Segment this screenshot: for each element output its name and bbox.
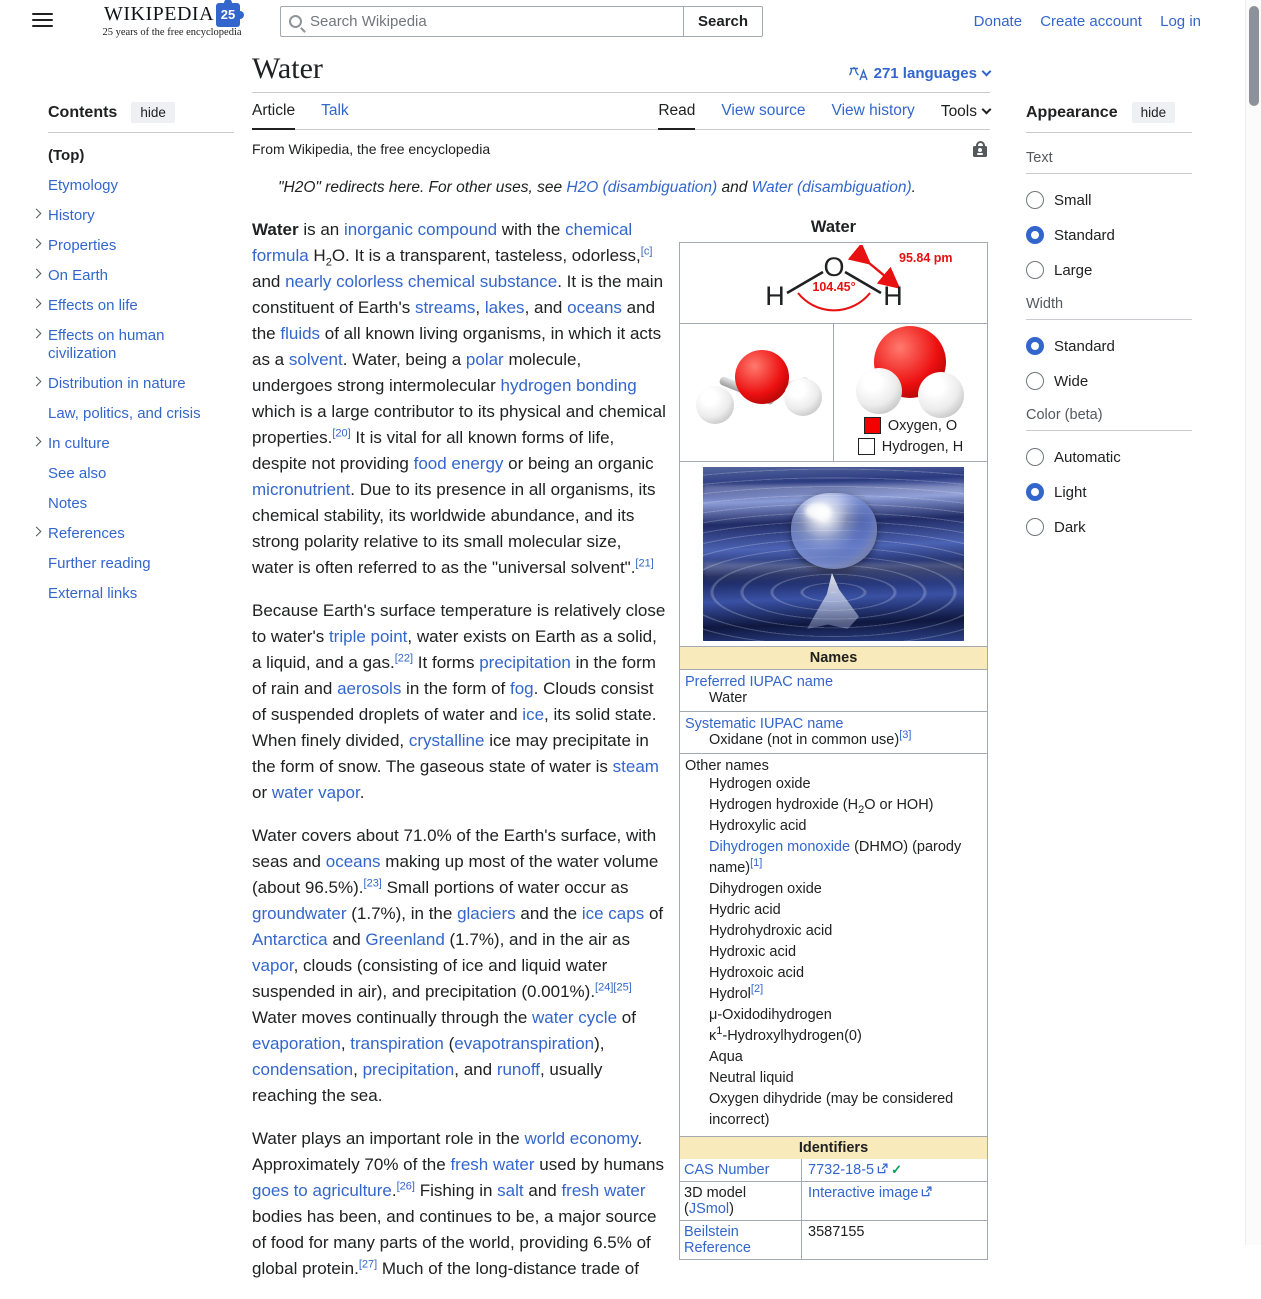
- article-link[interactable]: fog: [510, 679, 534, 698]
- toc-divider: [48, 132, 234, 133]
- article-link[interactable]: condensation: [252, 1060, 354, 1079]
- table-of-contents: [48, 102, 234, 609]
- toc-item-label[interactable]: Distribution in nature: [48, 375, 186, 392]
- toc-item[interactable]: [48, 231, 234, 261]
- expand-chevron-icon[interactable]: [32, 269, 42, 279]
- reference-link[interactable]: [27]: [358, 1258, 378, 1271]
- appearance-panel: [1026, 102, 1192, 536]
- ball-and-stick-model-image[interactable]: [680, 324, 834, 461]
- other-name-item: μ-Oxidodihydrogen: [709, 1007, 832, 1023]
- wikipedia-logo[interactable]: [97, 3, 247, 38]
- appearance-section-label: Text: [1026, 150, 1053, 166]
- article-link[interactable]: polar: [465, 350, 504, 369]
- radio-option-label: Standard: [1054, 337, 1115, 355]
- expand-chevron-icon[interactable]: [32, 329, 42, 339]
- article-link[interactable]: water cycle: [532, 1008, 618, 1027]
- bond-length-label: 95.84 pm: [899, 251, 953, 265]
- radio-selected-icon[interactable]: [1026, 226, 1044, 244]
- article-paragraph: Water plays an important role in the world economy. Approximately 70% of the fresh water used by humans goes to agriculture.[26] Fishing in salt and fresh water bodies has been, and continues to be, a major source of food for many parts of the world, providing 6.5% of global protein.[27] Much of the long-distance trade of: [252, 1129, 665, 1278]
- anniversary-puzzle-badge: 25: [216, 3, 240, 27]
- article-link[interactable]: Interactive image: [808, 1185, 919, 1201]
- bond-angle-label: 104.45°: [812, 280, 856, 294]
- systematic-iupac-name-link[interactable]: Systematic IUPAC name: [685, 716, 844, 732]
- languages-label: 271 languages: [873, 65, 977, 82]
- external-link-icon: [921, 1186, 932, 1197]
- radio-option-label: Dark: [1054, 518, 1086, 536]
- expand-chevron-icon[interactable]: [32, 377, 42, 387]
- tab-tools[interactable]: Tools: [941, 93, 990, 129]
- toc-item[interactable]: [48, 171, 234, 201]
- structural-formula-image[interactable]: [680, 243, 987, 323]
- hydrogen-legend-label: Hydrogen, H: [881, 438, 964, 455]
- toc-item[interactable]: [48, 321, 234, 369]
- wikipedia-wordmark: WIKIPEDIA: [103, 3, 215, 25]
- other-name-item: Hydroxic acid: [709, 944, 797, 960]
- toc-item-label[interactable]: Etymology: [48, 177, 119, 194]
- article-link[interactable]: ice caps: [581, 904, 645, 923]
- search-icon: [289, 15, 302, 28]
- toc-item-label[interactable]: Notes: [48, 495, 88, 512]
- preferred-iupac-name-link[interactable]: Preferred IUPAC name: [685, 674, 834, 690]
- atom-h-left-label: H: [765, 281, 785, 311]
- article-paragraph: Water covers about 71.0% of the Earth's surface, with seas and oceans making up most of the water volume (about 96.5%).[23] Small portions of water occur as groundwater (1.7%), in the glaciers and the ice caps of Antarctica and Greenland (1.7%), and in the air as vapor, clouds (consisting of ice and liquid water suspended in air), and precipitation (0.001%).[24][25] Water moves continually through the water cycle of evaporation, transpiration (evapotranspiration), condensation, precipitation, and runoff, usually reaching the sea.: [252, 826, 664, 1105]
- identifier-row: [680, 1159, 987, 1181]
- toc-item-label[interactable]: Effects on human civilization: [48, 327, 165, 362]
- article-link[interactable]: fresh water: [450, 1155, 535, 1174]
- space-filling-model-image[interactable]: [834, 324, 987, 461]
- article-link[interactable]: evapotranspiration: [454, 1034, 595, 1053]
- water-droplet-photo[interactable]: [703, 467, 964, 641]
- create-account-link[interactable]: Create account: [1040, 13, 1142, 30]
- toc-item[interactable]: [48, 201, 234, 231]
- radio-option-automatic[interactable]: [1026, 448, 1192, 466]
- tab-read[interactable]: Read: [658, 93, 695, 130]
- reference-link[interactable]: [22]: [394, 652, 414, 665]
- article-paragraph: Because Earth's surface temperature is relatively close to water's triple point, water exists on Earth as a solid, a liquid, and a gas.[22] It forms precipitation in the form of rain and aerosols in the form of fog. Clouds consist of suspended droplets of water and ice, its solid state. When finely divided, crystalline ice may precipitate in the form of snow. The gaseous state of water is steam or water vapor.: [252, 601, 666, 802]
- radio-option-label: Wide: [1054, 372, 1089, 390]
- article-link[interactable]: 7732-18-5: [808, 1162, 875, 1178]
- article-link[interactable]: solvent: [288, 350, 343, 369]
- article-subtitle: From Wikipedia, the free encyclopedia: [252, 141, 491, 157]
- other-name-item: Hydrol[2]: [709, 983, 764, 1002]
- page-scrollbar[interactable]: [1245, 0, 1261, 1245]
- login-link[interactable]: Log in: [1160, 13, 1201, 30]
- toc-item[interactable]: [48, 261, 234, 291]
- tab-talk[interactable]: Talk: [321, 102, 349, 119]
- logo-tagline: 25 years of the free encyclopedia: [102, 27, 242, 38]
- radio-option-dark[interactable]: [1026, 518, 1192, 536]
- appearance-hide-button[interactable]: hide: [1132, 102, 1176, 123]
- toc-item-label[interactable]: References: [48, 525, 125, 542]
- other-name-item: Hydroxoic acid: [709, 965, 805, 981]
- article-link[interactable]: precipitation: [362, 1060, 455, 1079]
- article-link[interactable]: triple point: [328, 627, 408, 646]
- radio-option-label: Automatic: [1054, 448, 1121, 466]
- atom-o-label: O: [823, 252, 845, 282]
- infobox-title: Water: [810, 218, 857, 236]
- article-link[interactable]: goes to agriculture: [252, 1181, 392, 1200]
- identifier-value: 3587155: [808, 1224, 865, 1240]
- toc-item[interactable]: [48, 291, 234, 321]
- radio-option-label: Standard: [1054, 226, 1115, 244]
- article-link[interactable]: groundwater: [252, 904, 347, 923]
- appearance-section-label: Width: [1026, 296, 1064, 312]
- chevron-down-icon: [982, 67, 992, 77]
- reference-link[interactable]: [c]: [640, 245, 653, 258]
- other-name-item: Hydrohydroxic acid: [709, 923, 833, 939]
- radio-selected-icon[interactable]: [1026, 337, 1044, 355]
- radio-option-standard[interactable]: [1026, 337, 1192, 355]
- toc-item-label[interactable]: On Earth: [48, 267, 109, 284]
- toc-item-label[interactable]: See also: [48, 465, 107, 482]
- radio-unselected-icon[interactable]: [1026, 372, 1044, 390]
- article-link[interactable]: chemical formula: [252, 220, 633, 265]
- reference-link[interactable]: [3]: [899, 729, 912, 742]
- article-link[interactable]: crystalline: [408, 731, 485, 750]
- other-name-item: Hydroxylic acid: [709, 818, 807, 834]
- article-link[interactable]: oceans: [567, 298, 622, 317]
- article-link[interactable]: inorganic compound: [343, 220, 498, 239]
- search-button[interactable]: Search: [683, 6, 763, 37]
- article-link[interactable]: JSmol: [688, 1201, 730, 1217]
- other-name-item: Dihydrogen oxide: [709, 881, 822, 897]
- radio-unselected-icon[interactable]: [1026, 518, 1044, 536]
- article-link[interactable]: streams: [414, 298, 476, 317]
- toc-item[interactable]: [48, 429, 234, 459]
- identifier-label: 3D model (JSmol): [680, 1182, 802, 1220]
- toc-hide-button[interactable]: hide: [131, 102, 175, 123]
- article-link[interactable]: runoff: [496, 1060, 540, 1079]
- article-link[interactable]: hydrogen bonding: [500, 376, 637, 395]
- radio-unselected-icon[interactable]: [1026, 448, 1044, 466]
- names-section-header: Names: [680, 646, 987, 669]
- oxygen-swatch: [864, 417, 881, 434]
- section-divider: [1026, 319, 1192, 320]
- article-link[interactable]: aerosols: [337, 679, 402, 698]
- article-link[interactable]: Water (disambiguation): [751, 179, 912, 196]
- other-name-item: Hydrogen oxide: [709, 776, 811, 792]
- radio-option-wide[interactable]: [1026, 372, 1192, 390]
- other-name-item: Aqua: [709, 1049, 743, 1065]
- toc-item[interactable]: [48, 399, 234, 429]
- verified-check-icon: ✓: [891, 1162, 903, 1177]
- identifiers-section-header: Identifiers: [680, 1136, 987, 1159]
- search-input[interactable]: [310, 13, 670, 30]
- article-link[interactable]: glaciers: [457, 904, 516, 923]
- other-name-item: Oxygen dihydride (may be considered incorrect): [709, 1091, 954, 1128]
- toc-item[interactable]: [48, 459, 234, 489]
- article-link[interactable]: CAS Number: [684, 1162, 770, 1178]
- other-name-item: Hydrogen hydroxide ($H_2O$ or HOH): [709, 797, 934, 816]
- toc-item[interactable]: [48, 519, 234, 549]
- article-container: [252, 50, 990, 1299]
- toc-title: Contents: [48, 103, 118, 121]
- main-menu-icon[interactable]: [32, 13, 53, 28]
- radio-option-large[interactable]: [1026, 261, 1192, 279]
- other-name-item: Neutral liquid: [709, 1070, 794, 1086]
- article-link[interactable]: fresh water: [561, 1181, 646, 1200]
- article-link[interactable]: ice: [522, 705, 545, 724]
- toc-item-label[interactable]: (Top): [48, 147, 85, 164]
- language-icon: [849, 66, 868, 81]
- article-link[interactable]: H2O (disambiguation): [566, 179, 718, 196]
- article-link[interactable]: steam: [612, 757, 659, 776]
- radio-selected-icon[interactable]: [1026, 483, 1044, 501]
- atom-h-right-label: H: [883, 281, 903, 311]
- radio-option-label: Light: [1054, 483, 1087, 501]
- toc-item-label[interactable]: History: [48, 207, 95, 224]
- toc-item-label[interactable]: External links: [48, 585, 138, 602]
- reference-link[interactable]: [21]: [635, 557, 654, 570]
- tab-view-history[interactable]: View history: [831, 102, 915, 119]
- toc-item[interactable]: [48, 369, 234, 399]
- page-title: Water: [252, 52, 323, 85]
- identifier-value: [802, 1182, 938, 1220]
- other-name-item: Hydric acid: [709, 902, 781, 918]
- search-bar: [280, 6, 763, 37]
- article-link[interactable]: micronutrient: [252, 480, 351, 499]
- section-divider: [1026, 430, 1192, 431]
- reference-link[interactable]: [26]: [396, 1180, 415, 1193]
- article-link[interactable]: nearly colorless chemical substance: [285, 272, 558, 291]
- preferred-iupac-name-value: Water: [709, 690, 748, 706]
- appearance-section-label: Color (beta): [1026, 407, 1103, 423]
- toc-item-label[interactable]: In culture: [48, 435, 110, 452]
- reference-link[interactable]: [1]: [750, 857, 763, 870]
- toc-list: [48, 141, 234, 609]
- page-protection-lock-icon[interactable]: [973, 141, 987, 157]
- identifier-label: [680, 1221, 802, 1259]
- identifier-row: [680, 1220, 987, 1259]
- article-link[interactable]: salt: [497, 1181, 524, 1200]
- identifier-row: [680, 1181, 987, 1220]
- search-input-wrap: [280, 6, 683, 37]
- radio-option-light[interactable]: [1026, 483, 1192, 501]
- toc-item[interactable]: [48, 141, 234, 171]
- radio-option-small[interactable]: [1026, 191, 1192, 209]
- radio-option-label: Large: [1054, 261, 1093, 279]
- model-legend: [834, 413, 987, 455]
- expand-chevron-icon[interactable]: [32, 209, 42, 219]
- other-names-label: Other names: [685, 758, 769, 774]
- header-links: [960, 13, 1201, 30]
- tab-article[interactable]: Article: [252, 93, 295, 130]
- article-link[interactable]: transpiration: [350, 1034, 444, 1053]
- article-link[interactable]: Dihydrogen monoxide: [709, 839, 851, 855]
- article-link[interactable]: evaporation: [252, 1034, 341, 1053]
- toc-item[interactable]: [48, 489, 234, 519]
- article-link[interactable]: food energy: [413, 454, 504, 473]
- top-header: [0, 0, 1261, 50]
- reference-link[interactable]: [24]: [595, 981, 614, 994]
- article-link[interactable]: lakes: [484, 298, 525, 317]
- radio-unselected-icon[interactable]: [1026, 191, 1044, 209]
- article-link[interactable]: Greenland: [365, 930, 445, 949]
- appearance-divider: [1026, 132, 1192, 133]
- article-link[interactable]: Antarctica: [252, 930, 328, 949]
- toc-item-label[interactable]: Further reading: [48, 555, 151, 572]
- article-paragraph: Water is an inorganic compound with the chemical formula $H_2O$. It is a transparent, tasteless, odorless,[c] and nearly colorless chemical substance. It is the main constituent of Earth's streams, lakes, and oceans and the fluids of all known living organisms, in which it acts as a solvent. Water, being a polar molecule, undergoes strong intermolecular hydrogen bonding which is a large contributor to its physical and chemical properties.[20] It is vital for all known forms of life, despite not providing food energy or being an organic micronutrient. Due to its presence in all organisms, its chemical stability, its worldwide abundance, and its strong polarity relative to its small molecular size, water is often referred to as the "universal solvent".[21]: [252, 220, 666, 577]
- radio-option-standard[interactable]: [1026, 226, 1192, 244]
- radio-option-label: Small: [1054, 191, 1092, 209]
- systematic-iupac-name-value: Oxidane (not in common use)[3]: [709, 729, 912, 748]
- expand-chevron-icon[interactable]: [32, 239, 42, 249]
- languages-button[interactable]: [849, 65, 990, 88]
- chembox-infobox: [679, 218, 988, 1260]
- radio-unselected-icon[interactable]: [1026, 261, 1044, 279]
- toc-item[interactable]: [48, 579, 234, 609]
- toc-item-label[interactable]: Properties: [48, 237, 117, 254]
- article-link[interactable]: oceans: [325, 852, 381, 871]
- oxygen-legend-label: Oxygen, O: [887, 417, 958, 434]
- other-names-list: [685, 774, 982, 1131]
- article-link[interactable]: Beilstein Reference: [684, 1224, 751, 1256]
- article-tabs: [252, 93, 990, 130]
- external-link-icon: [877, 1163, 888, 1174]
- article-link[interactable]: vapor: [252, 956, 294, 975]
- chevron-down-icon: [982, 105, 992, 115]
- toc-item-label[interactable]: Law, politics, and crisis: [48, 405, 201, 422]
- article-link[interactable]: fluids: [280, 324, 321, 343]
- article-link[interactable]: world economy: [524, 1129, 638, 1148]
- identifier-value: [802, 1159, 908, 1181]
- expand-chevron-icon[interactable]: [32, 437, 42, 447]
- reference-link[interactable]: [20]: [332, 427, 351, 440]
- hydrogen-swatch: [858, 438, 875, 455]
- appearance-sections: [1026, 150, 1192, 536]
- article-link[interactable]: precipitation: [479, 653, 571, 672]
- identifier-label: [680, 1159, 802, 1181]
- identifiers-rows: [680, 1159, 987, 1259]
- other-name-item: Dihydrogen monoxide (DHMO) (parody name)[1]: [709, 839, 962, 876]
- article-body: [252, 217, 666, 1282]
- toc-item-label[interactable]: Effects on life: [48, 297, 138, 314]
- tab-view-source[interactable]: View source: [721, 102, 806, 119]
- donate-link[interactable]: Donate: [973, 13, 1023, 30]
- expand-chevron-icon[interactable]: [32, 299, 42, 309]
- scrollbar-thumb[interactable]: [1249, 6, 1259, 106]
- reference-link[interactable]: [2]: [750, 983, 764, 996]
- toc-item[interactable]: [48, 549, 234, 579]
- expand-chevron-icon[interactable]: [32, 527, 42, 537]
- other-name-item: $\kappa^1-Hydroxylhydrogen(0)$: [709, 1025, 862, 1044]
- reference-link[interactable]: [23]: [363, 877, 382, 890]
- section-divider: [1026, 173, 1192, 174]
- reference-link[interactable]: [25]: [613, 981, 632, 994]
- hatnote: "H2O" redirects here. For other uses, see H2O (disambiguation) and Water (disambiguation).: [278, 179, 916, 196]
- article-link[interactable]: water vapor: [271, 783, 360, 802]
- appearance-title: Appearance: [1026, 103, 1118, 121]
